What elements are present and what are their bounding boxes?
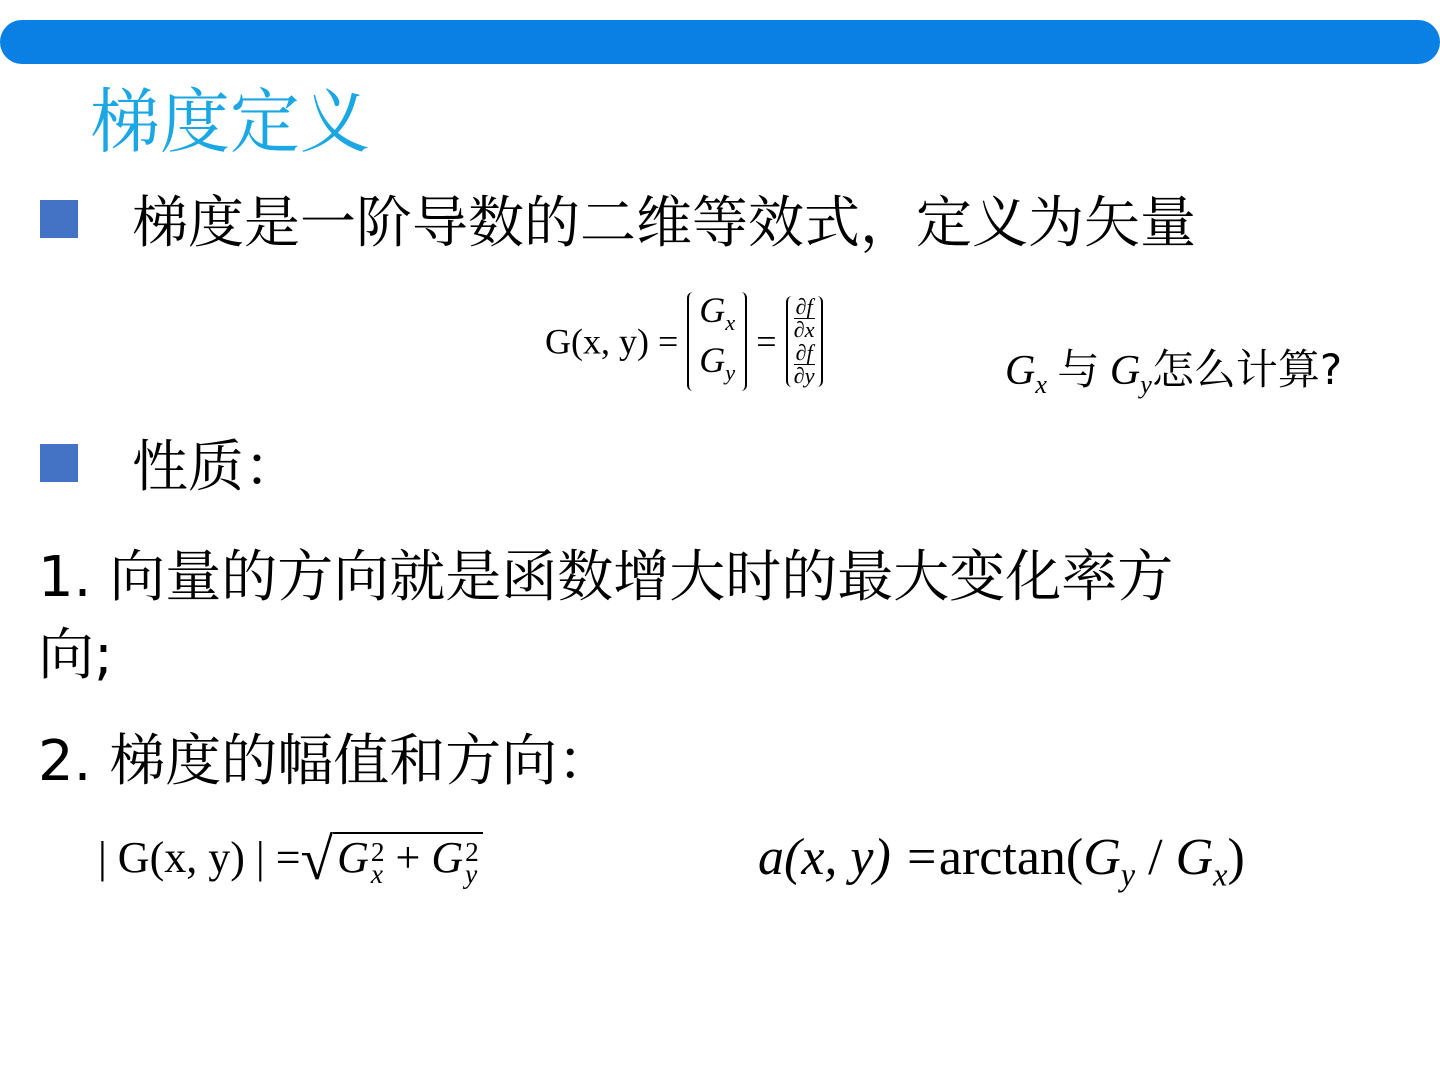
property-item-1-line-2: 向; xyxy=(38,623,113,688)
gradient-component-vector: $G_x$ $G_y$ xyxy=(687,292,747,391)
gradient-vector-equation: G(x, y) = $G_x$ $G_y$ = $\frac{\partial f}{\partial x}$ $\frac{\partial f}{\partial y}$ xyxy=(545,292,823,391)
gradient-magnitude-equation: | G(x, y) | =√G 2 x + G 2 y xyxy=(98,818,483,899)
gradient-direction-equation: a(x, $y) =\arctan(G_y / G_x)$ xyxy=(758,829,1245,893)
bullet-square-icon xyxy=(40,200,78,238)
partial-derivative-vector: $\frac{\partial f}{\partial x}$ $\frac{\partial f}{\partial y}$ xyxy=(786,296,823,387)
property-item-1-line-1: 1. 向量的方向就是函数增大时的最大变化率方 xyxy=(38,545,1174,610)
slide-title: 梯度定义 xyxy=(90,81,370,163)
bullet-text-definition: 梯度是一阶导数的二维等效式，定义为矢量 xyxy=(132,191,1196,256)
bullet-text-properties: 性质： xyxy=(132,435,300,500)
equation-lhs: G(x, y) = xyxy=(545,321,679,362)
magnitude-lhs: | G(x, y) | = xyxy=(98,833,301,882)
property-item-2: 2. 梯度的幅值和方向： xyxy=(38,729,614,794)
gradient-question: $G_x$ 与 $G_y$怎么计算? xyxy=(1005,345,1343,400)
top-accent-bar xyxy=(0,20,1440,64)
bullet-square-icon xyxy=(40,444,78,482)
direction-lhs: a(x, y) = xyxy=(758,829,939,886)
